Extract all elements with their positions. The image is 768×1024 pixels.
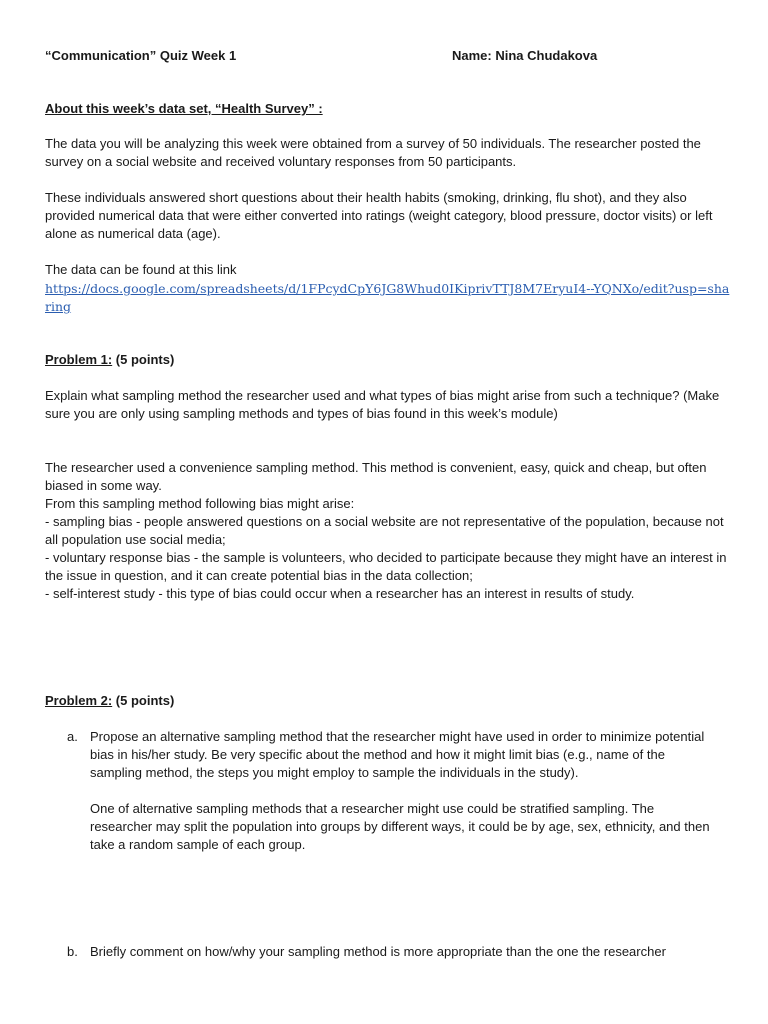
answer-line: - self-interest study - this type of bias could occur when a researcher has an interest in results of study. — [45, 586, 635, 601]
problem2-part-a-answer-block — [67, 800, 717, 854]
answer-line: - voluntary response bias - the sample is volunteers, who decided to participate because they might have an interest in the issue in question, and it can create potential bias in the data collection; — [45, 550, 727, 583]
about-paragraph-1: The data you will be analyzing this week were obtained from a survey of 50 individuals. The researcher posted the survey on a social website and received voluntary responses from 50 participants. — [45, 136, 701, 169]
quiz-title: “Communication” Quiz Week 1 — [45, 48, 237, 63]
part-a-marker: a. — [67, 729, 78, 744]
problem1-question: Explain what sampling method the researcher used and what types of bias might arise from such a technique? (Make sure you are only using sampling methods and types of bias found in this week’s module) — [45, 388, 720, 421]
part-b-question: Briefly comment on how/why your sampling method is more appropriate than the one the researcher — [90, 944, 666, 959]
about-heading — [45, 101, 323, 116]
answer-line: From this sampling method following bias might arise: — [45, 496, 355, 511]
answer-line: The researcher used a convenience sampling method. This method is convenient, easy, quick and cheap, but often biased in some way. — [45, 460, 707, 493]
problem1-answer — [45, 459, 735, 603]
student-name: Name: Nina Chudakova — [452, 48, 598, 63]
problem1-points: (5 points) — [112, 352, 175, 367]
part-a-question: Propose an alternative sampling method that the researcher might have used in order to minimize potential bias in his/her study. Be very specific about the method and how it might limit bias (e.g., name of the sampling method, the steps you might employ to sample the individuals in the study). — [90, 729, 705, 780]
problem2-label: Problem 2: — [45, 693, 113, 708]
problem2-part-b — [67, 943, 717, 961]
link-intro: The data can be found at this link — [45, 262, 237, 277]
problem2-part-a — [67, 728, 717, 782]
part-b-marker: b. — [67, 944, 78, 959]
about-paragraph-2: These individuals answered short questions about their health habits (smoking, drinking, flu shot), and they also provided numerical data that were either converted into ratings (weight category, blood pressure, doctor visits) or left alone as numerical data (age). — [45, 190, 713, 241]
problem1-label: Problem 1: — [45, 352, 113, 367]
data-link[interactable]: https://docs.google.com/spreadsheets/d/1FPcydCpY6JG8Whud0IKiprivTTJ8M7EryuI4--YQNXo/edit?usp=sharing — [45, 281, 730, 314]
problem1-heading — [45, 352, 174, 367]
part-a-answer: One of alternative sampling methods that a researcher might use could be stratified sampling. The researcher may split the population into groups by different ways, it could be by age, sex, ethnicity, and then take a random sample of each group. — [90, 801, 710, 852]
answer-line: - sampling bias - people answered questions on a social website are not representative of the population, because not all population use social media; — [45, 514, 724, 547]
problem2-heading — [45, 693, 174, 708]
problem2-points: (5 points) — [112, 693, 175, 708]
about-heading-text: About this week’s data set, “Health Survey” : — [45, 101, 323, 116]
